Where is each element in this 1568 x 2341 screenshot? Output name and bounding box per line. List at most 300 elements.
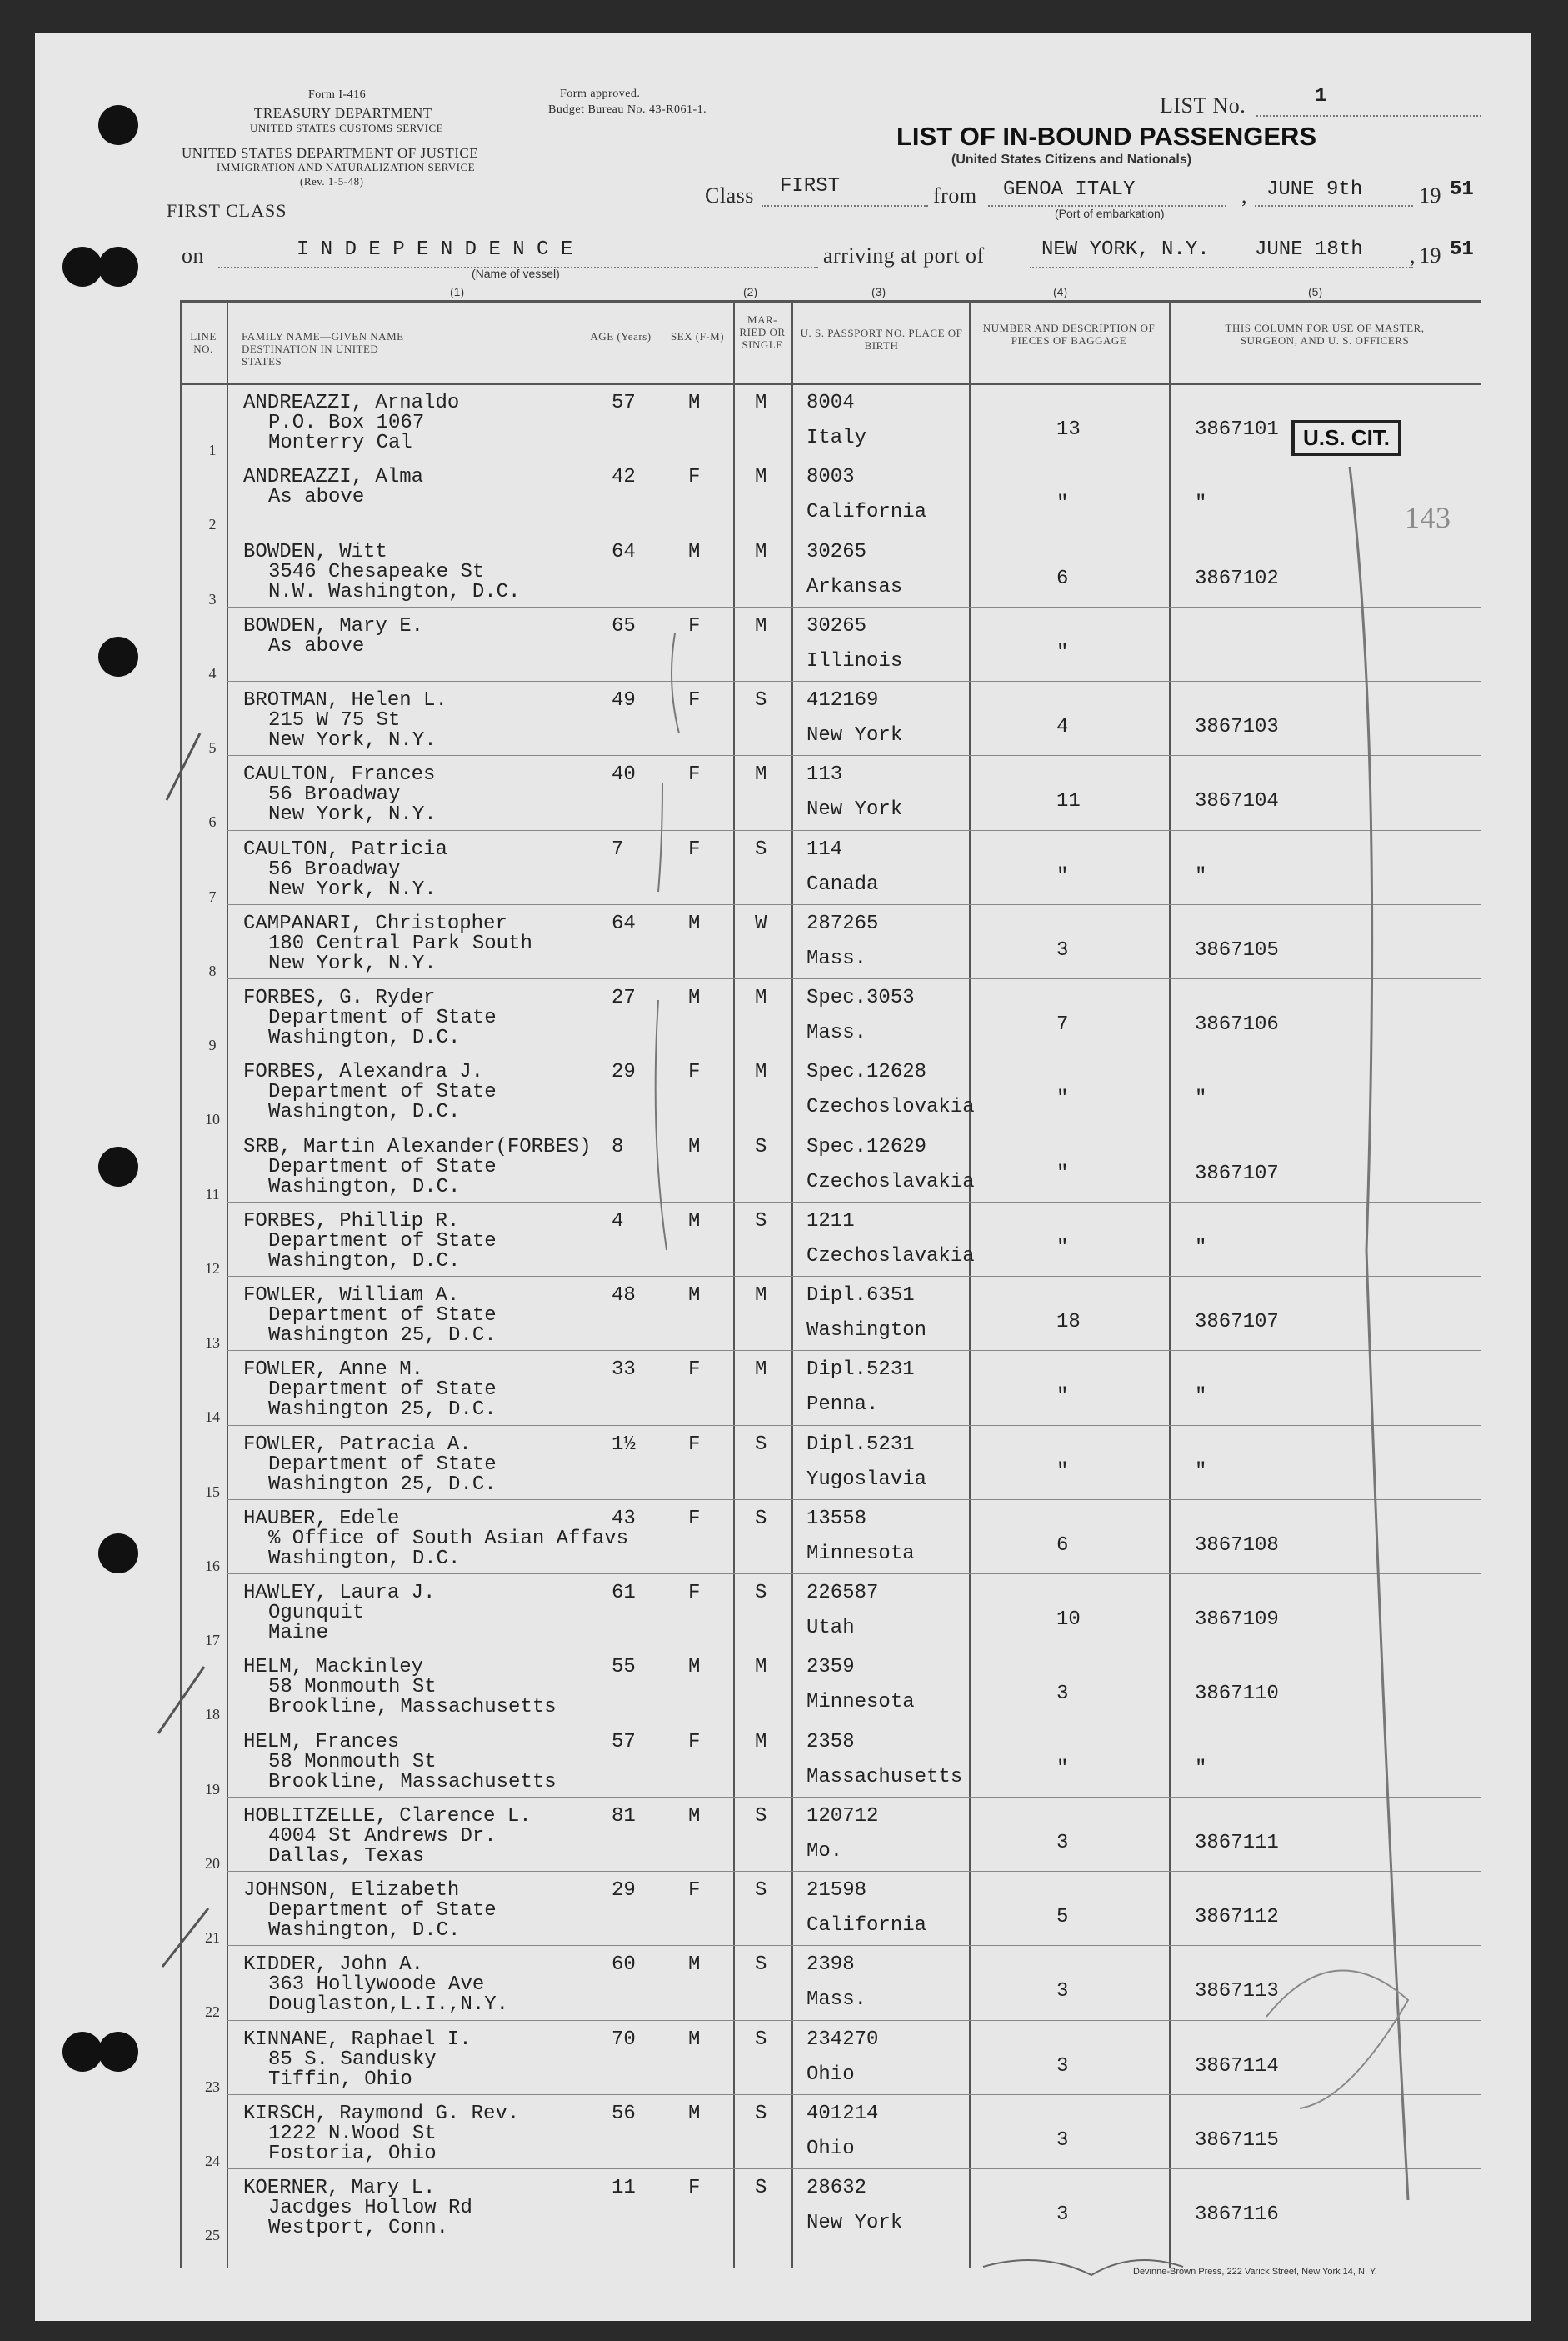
marital-status: M (755, 392, 767, 414)
place-of-birth: Mass. (806, 947, 867, 970)
row-divider (227, 1945, 1481, 1946)
col-divider (791, 300, 793, 2268)
marital-status: M (755, 540, 767, 563)
destination-line-1: 4004 St Andrews Dr. (268, 1824, 497, 1848)
sex: M (688, 1656, 701, 1679)
marital-status: S (755, 1879, 767, 1902)
line-number: 3 (208, 590, 217, 608)
officer-number: 3867113 (1195, 1980, 1279, 2003)
col-line-no: LINE NO. (190, 330, 217, 355)
revision: (Rev. 1-5-48) (300, 175, 364, 188)
header-bottom-border (180, 383, 1481, 385)
col-married: MAR-RIED OR SINGLE (739, 313, 786, 351)
destination-line-1: As above (268, 486, 365, 509)
destination-line-1: 85 S. Sandusky (268, 2048, 437, 2071)
margin-count: 143 (1405, 501, 1451, 534)
baggage-count: 5 (1056, 1906, 1069, 1928)
age: 61 (612, 1582, 636, 1604)
age: 81 (612, 1804, 636, 1828)
passenger-name: FORBES, Alexandra J. (243, 1061, 484, 1084)
arriving-label: arriving at port of (823, 243, 985, 268)
place-of-birth: Washington (806, 1319, 927, 1342)
line-number: 12 (205, 1259, 220, 1277)
form-approved: Form approved. (560, 88, 641, 100)
place-of-birth: New York (806, 2212, 903, 2234)
destination-line-2: Washington, D.C. (268, 1249, 461, 1273)
manifest-page (35, 33, 1531, 2321)
age: 43 (612, 1507, 636, 1530)
place-of-birth: Ohio (806, 2063, 855, 2086)
line-number: 18 (205, 1706, 220, 1723)
col-officers: THIS COLUMN FOR USE OF MASTER, SURGEON, AND U. S. OFFICERS (1225, 322, 1425, 347)
age: 65 (612, 614, 636, 638)
baggage-count: 11 (1056, 790, 1081, 813)
passport-number: 412169 (806, 689, 879, 712)
destination-line-1: 56 Broadway (268, 783, 401, 807)
destination-line-2: Washington, D.C. (268, 1919, 461, 1942)
baggage-count: 3 (1056, 1980, 1069, 2003)
baggage-count: " (1056, 1088, 1069, 1111)
punch-hole (98, 105, 138, 145)
destination-line-1: Department of State (268, 1007, 497, 1029)
destination-line-2: Washington, D.C. (268, 1547, 461, 1570)
class-note: FIRST CLASS (167, 200, 287, 221)
baggage-count: 3 (1056, 2054, 1069, 2078)
passenger-name: ANDREAZZI, Arnaldo (243, 392, 460, 414)
destination-line-1: Department of State (268, 1155, 497, 1178)
vessel-name: I N D E P E N D E N C E (297, 238, 573, 261)
officer-number: 3867110 (1195, 1683, 1279, 1706)
destination-line-1: Department of State (268, 1081, 497, 1104)
punch-hole (98, 1533, 138, 1573)
passenger-name: KIRSCH, Raymond G. Rev. (243, 2102, 520, 2125)
passport-number: 13558 (806, 1507, 867, 1530)
passport-number: 21598 (806, 1879, 867, 1902)
marital-status: S (755, 1507, 767, 1530)
destination-line-2: Washington 25, D.C. (268, 1398, 497, 1422)
marital-status: S (755, 1804, 767, 1828)
passenger-name: CAULTON, Frances (243, 763, 436, 787)
list-subtitle: (United States Citizens and Nationals) (951, 153, 1192, 167)
passenger-name: BOWDEN, Mary E. (243, 614, 424, 638)
place-of-birth: Canada (806, 873, 879, 896)
passenger-name: FORBES, G. Ryder (243, 987, 436, 1009)
place-of-birth: Czechoslovakia (806, 1096, 975, 1119)
col-divider (969, 300, 971, 2268)
marital-status: S (755, 1135, 767, 1158)
passport-number: 30265 (806, 614, 867, 638)
baggage-count: " (1056, 864, 1069, 888)
sex: F (688, 614, 701, 638)
age: 48 (612, 1284, 636, 1307)
line-number: 21 (205, 1929, 220, 1946)
list-no-value: 1 (1315, 85, 1327, 108)
destination-line-2: N.W. Washington, D.C. (268, 580, 521, 603)
sex: M (688, 1804, 701, 1828)
place-of-birth: Mass. (806, 1988, 867, 2012)
baggage-count: 18 (1056, 1311, 1081, 1333)
marital-status: S (755, 1953, 767, 1977)
destination-line-1: As above (268, 634, 365, 658)
line-number: 10 (205, 1111, 220, 1128)
officer-number: 3867101 (1195, 418, 1279, 441)
place-of-birth: California (806, 501, 927, 524)
destination-line-1: 1222 N.Wood St (268, 2122, 437, 2145)
baggage-count: 4 (1056, 716, 1069, 738)
sex: F (688, 838, 701, 861)
line-number: 14 (205, 1408, 220, 1426)
line-number: 8 (208, 962, 217, 979)
officer-number: " (1195, 1236, 1207, 1259)
col-num-5: (5) (1308, 285, 1323, 298)
passport-number: Dipl.6351 (806, 1284, 915, 1307)
baggage-count: 6 (1056, 1533, 1069, 1557)
departure-year-prefix: 19 (1419, 183, 1441, 208)
line-number: 7 (208, 888, 217, 905)
arrival-date: JUNE 18th (1255, 238, 1363, 261)
col-age: AGE (Years) (590, 330, 652, 343)
line-number: 2 (208, 516, 217, 533)
officer-number: " (1195, 1385, 1207, 1408)
destination-line-1: % Office of South Asian Affavs (268, 1527, 629, 1550)
officer-number: 3867114 (1195, 2054, 1279, 2078)
place-of-birth: Czechoslavakia (806, 1170, 975, 1193)
sex: M (688, 912, 701, 935)
age: 7 (612, 838, 624, 861)
marital-status: M (755, 1358, 767, 1382)
baggage-count: 3 (1056, 1831, 1069, 1854)
age: 64 (612, 912, 636, 935)
age: 57 (612, 392, 636, 414)
passenger-name: FOWLER, Patracia A. (243, 1433, 472, 1456)
line-number: 1 (208, 442, 217, 458)
marital-status: M (755, 763, 767, 787)
baggage-count: 3 (1056, 2203, 1069, 2226)
destination-line-2: Washington 25, D.C. (268, 1473, 497, 1496)
sex: M (688, 540, 701, 563)
marital-status: M (755, 1061, 767, 1084)
officer-number: " (1195, 1088, 1207, 1111)
place-of-birth: Italy (806, 427, 867, 449)
age: 55 (612, 1656, 636, 1679)
age: 70 (612, 2028, 636, 2051)
place-of-birth: New York (806, 724, 903, 747)
line-number: 15 (205, 1483, 220, 1500)
baggage-count: " (1056, 1385, 1069, 1408)
marital-status: M (755, 1730, 767, 1753)
baggage-count: " (1056, 1757, 1069, 1780)
punch-hole (98, 2032, 138, 2072)
place-of-birth: Illinois (806, 649, 903, 673)
place-of-birth: Penna. (806, 1393, 879, 1417)
ins-service: IMMIGRATION AND NATURALIZATION SERVICE (217, 161, 476, 173)
passenger-name: CAULTON, Patricia (243, 838, 447, 861)
destination-line-1: 58 Monmouth St (268, 1676, 437, 1699)
place-of-birth: Ohio (806, 2137, 855, 2160)
baggage-count: " (1056, 493, 1069, 516)
marital-status: S (755, 689, 767, 712)
baggage-count: " (1056, 641, 1069, 664)
printer-imprint: Devinne-Brown Press, 222 Varick Street, New York 14, N. Y. (1133, 2267, 1377, 2277)
destination-line-2: New York, N.Y. (268, 803, 437, 827)
passenger-name: KIDDER, John A. (243, 1953, 424, 1977)
destination-line-1: Department of State (268, 1378, 497, 1402)
departure-year: 51 (1450, 178, 1474, 201)
passport-number: 8004 (806, 392, 855, 414)
row-divider (227, 607, 1481, 608)
passenger-name: BROTMAN, Helen L. (243, 689, 447, 712)
passenger-name: FOWLER, William A. (243, 1284, 460, 1307)
sex: F (688, 1507, 701, 1530)
line-number: 22 (205, 2003, 220, 2021)
officer-number: 3867107 (1195, 1311, 1279, 1333)
place-of-birth: Yugoslavia (806, 1468, 927, 1491)
passport-number: 120712 (806, 1804, 879, 1828)
age: 11 (612, 2177, 636, 2199)
line-number: 19 (205, 1780, 220, 1798)
officer-number: 3867116 (1195, 2203, 1279, 2226)
row-divider (227, 1276, 1481, 1277)
marital-status: S (755, 2177, 767, 2199)
row-divider (227, 2168, 1481, 2169)
vessel-note: (Name of vessel) (472, 267, 560, 280)
age: 8 (612, 1135, 624, 1158)
officer-number: 3867112 (1195, 1906, 1279, 1928)
col-num-2: (2) (743, 285, 758, 298)
sex: F (688, 1433, 701, 1456)
marital-status: S (755, 1209, 767, 1233)
from-value: GENOA ITALY (1003, 178, 1136, 201)
destination-line-2: New York, N.Y. (268, 878, 437, 901)
destination-line-2: Tiffin, Ohio (268, 2068, 412, 2091)
line-number: 9 (208, 1037, 217, 1053)
destination-line-1: 215 W 75 St (268, 709, 401, 732)
age: 1½ (612, 1433, 636, 1456)
baggage-count: 13 (1056, 418, 1081, 441)
age: 40 (612, 763, 636, 787)
age: 60 (612, 1953, 636, 1977)
passport-number: Spec.12628 (806, 1061, 927, 1084)
officer-number: 3867108 (1195, 1533, 1279, 1557)
officer-number: 3867103 (1195, 716, 1279, 738)
officer-number: 3867115 (1195, 2128, 1279, 2152)
place-of-birth: New York (806, 798, 903, 822)
sex: F (688, 466, 701, 489)
destination-line-2: Brookline, Massachusetts (268, 1770, 557, 1793)
sex: M (688, 392, 701, 414)
row-divider (227, 978, 1481, 979)
officer-number: " (1195, 1459, 1207, 1483)
baggage-count: 6 (1056, 567, 1069, 590)
row-divider (227, 1499, 1481, 1500)
line-number: 11 (205, 1185, 220, 1203)
col-divider (733, 300, 735, 2268)
marital-status: S (755, 2102, 767, 2125)
place-of-birth: Czechoslavakia (806, 1244, 975, 1268)
passport-number: Spec.3053 (806, 987, 915, 1009)
destination-line-1: 3546 Chesapeake St (268, 560, 485, 583)
row-divider (227, 1202, 1481, 1203)
age: 57 (612, 1730, 636, 1753)
passport-number: Dipl.5231 (806, 1358, 915, 1382)
col-num-3: (3) (871, 285, 886, 298)
row-divider (227, 2094, 1481, 2095)
place-of-birth: Arkansas (806, 575, 903, 598)
list-title: LIST OF IN-BOUND PASSENGERS (896, 122, 1317, 151)
passenger-name: CAMPANARI, Christopher (243, 912, 507, 935)
row-divider (227, 1871, 1481, 1872)
customs-service: UNITED STATES CUSTOMS SERVICE (250, 122, 444, 134)
row-divider (227, 2020, 1481, 2021)
arrival-year: 51 (1450, 238, 1474, 261)
officer-number: " (1195, 493, 1207, 516)
table-top-border (180, 300, 1481, 303)
col-divider (227, 300, 228, 2268)
sex: F (688, 1879, 701, 1902)
place-of-birth: Minnesota (806, 1691, 915, 1714)
destination-line-1: 58 Monmouth St (268, 1750, 437, 1773)
sex: F (688, 1358, 701, 1382)
sex: F (688, 763, 701, 787)
age: 56 (612, 2102, 636, 2125)
line-number: 23 (205, 2078, 220, 2095)
arrival-year-prefix: 19 (1419, 243, 1441, 268)
list-no-label: LIST No. (1160, 93, 1246, 118)
sex: M (688, 2102, 701, 2125)
row-divider (227, 830, 1481, 831)
destination-line-1: 363 Hollywoode Ave (268, 1973, 485, 1997)
marital-status: M (755, 987, 767, 1009)
marital-status: M (755, 1284, 767, 1307)
destination-line-2: Washington 25, D.C. (268, 1324, 497, 1347)
passenger-name: SRB, Martin Alexander(FORBES) (243, 1135, 592, 1158)
baggage-count: 10 (1056, 1608, 1081, 1631)
col-num-1: (1) (450, 285, 465, 298)
sex: F (688, 2177, 701, 2199)
officer-number: 3867102 (1195, 567, 1279, 590)
col-divider (1169, 300, 1171, 2268)
line-number: 20 (205, 1854, 220, 1872)
destination-line-1: Ogunquit (268, 1602, 365, 1624)
class-value: FIRST (780, 175, 841, 198)
passenger-name: FOWLER, Anne M. (243, 1358, 424, 1382)
place-of-birth: Mo. (806, 1839, 843, 1863)
line-number: 13 (205, 1334, 220, 1351)
age: 64 (612, 540, 636, 563)
passenger-name: JOHNSON, Elizabeth (243, 1879, 460, 1902)
sex: M (688, 1135, 701, 1158)
baggage-count: " (1056, 1459, 1069, 1483)
marital-status: M (755, 466, 767, 489)
passenger-name: HELM, Frances (243, 1730, 400, 1753)
passenger-name: HELM, Mackinley (243, 1656, 424, 1679)
destination-line-1: P.O. Box 1067 (268, 412, 425, 434)
punch-hole (98, 1147, 138, 1187)
class-label: Class (705, 183, 754, 208)
place-of-birth: Massachusetts (806, 1765, 963, 1788)
destination-line-2: Maine (268, 1622, 329, 1644)
passenger-name: HAUBER, Edele (243, 1507, 400, 1530)
sex: M (688, 1953, 701, 1977)
from-label: from (933, 183, 977, 208)
passport-number: 30265 (806, 540, 867, 563)
destination-line-2: New York, N.Y. (268, 952, 437, 975)
marital-status: S (755, 2028, 767, 2051)
passport-number: 1211 (806, 1209, 855, 1233)
passenger-name: HOBLITZELLE, Clarence L. (243, 1804, 532, 1828)
punch-hole (98, 637, 138, 677)
destination-line-1: 56 Broadway (268, 858, 401, 881)
departure-date: JUNE 9th (1266, 178, 1363, 201)
officer-number: 3867106 (1195, 1013, 1279, 1036)
destination-line-1: 180 Central Park South (268, 932, 532, 955)
sex: F (688, 1730, 701, 1753)
col-divider (180, 300, 182, 2268)
passenger-name: BOWDEN, Witt (243, 540, 387, 563)
sex: F (688, 1061, 701, 1084)
destination-line-2: Monterry Cal (268, 432, 412, 454)
marital-status: W (755, 912, 767, 935)
line-number: 24 (205, 2152, 220, 2169)
row-divider (227, 1797, 1481, 1798)
passport-number: 287265 (806, 912, 879, 935)
punch-hole (98, 247, 138, 287)
age: 42 (612, 466, 636, 489)
destination-line-1: Department of State (268, 1304, 497, 1327)
passport-number: 28632 (806, 2177, 867, 2199)
justice-dept: UNITED STATES DEPARTMENT OF JUSTICE (182, 145, 479, 161)
line-number: 17 (205, 1632, 220, 1648)
age: 29 (612, 1061, 636, 1084)
marital-status: S (755, 838, 767, 861)
form-number: Form I-416 (308, 88, 367, 101)
passenger-name: KINNANE, Raphael I. (243, 2028, 472, 2051)
baggage-count: " (1056, 1236, 1069, 1259)
marital-status: M (755, 1656, 767, 1679)
passport-number: 8003 (806, 466, 855, 489)
passport-number: 226587 (806, 1582, 879, 1604)
port-note: (Port of embarkation) (1055, 207, 1165, 220)
punch-hole (62, 2032, 102, 2072)
col-baggage: NUMBER AND DESCRIPTION OF PIECES OF BAGGAGE (982, 322, 1156, 347)
baggage-count: " (1056, 1162, 1069, 1185)
officer-number: 3867109 (1195, 1608, 1279, 1631)
passport-number: 234270 (806, 2028, 879, 2051)
destination-line-1: Department of State (268, 1899, 497, 1922)
sex: M (688, 2028, 701, 2051)
line-number: 4 (208, 664, 217, 682)
place-of-birth: Minnesota (806, 1542, 915, 1565)
officer-number: 3867111 (1195, 1831, 1279, 1854)
arrival-port: NEW YORK, N.Y. (1041, 238, 1210, 261)
place-of-birth: California (806, 1914, 927, 1937)
destination-line-2: Washington, D.C. (268, 1027, 461, 1049)
place-of-birth: Mass. (806, 1022, 867, 1044)
line-number: 6 (208, 813, 217, 831)
col-passport: U. S. PASSPORT NO. PLACE OF BIRTH (800, 327, 963, 352)
destination-line-1: Department of State (268, 1453, 497, 1476)
budget-bureau: Budget Bureau No. 43-R061-1. (548, 103, 707, 116)
row-divider (227, 904, 1481, 905)
row-divider (227, 681, 1481, 682)
line-number: 5 (208, 739, 217, 756)
passport-number: Dipl.5231 (806, 1433, 915, 1456)
destination-line-2: Dallas, Texas (268, 1844, 425, 1868)
passport-number: 114 (806, 838, 843, 861)
officer-number: 3867104 (1195, 790, 1279, 813)
line-number: 25 (205, 2227, 220, 2243)
marital-status: S (755, 1582, 767, 1604)
